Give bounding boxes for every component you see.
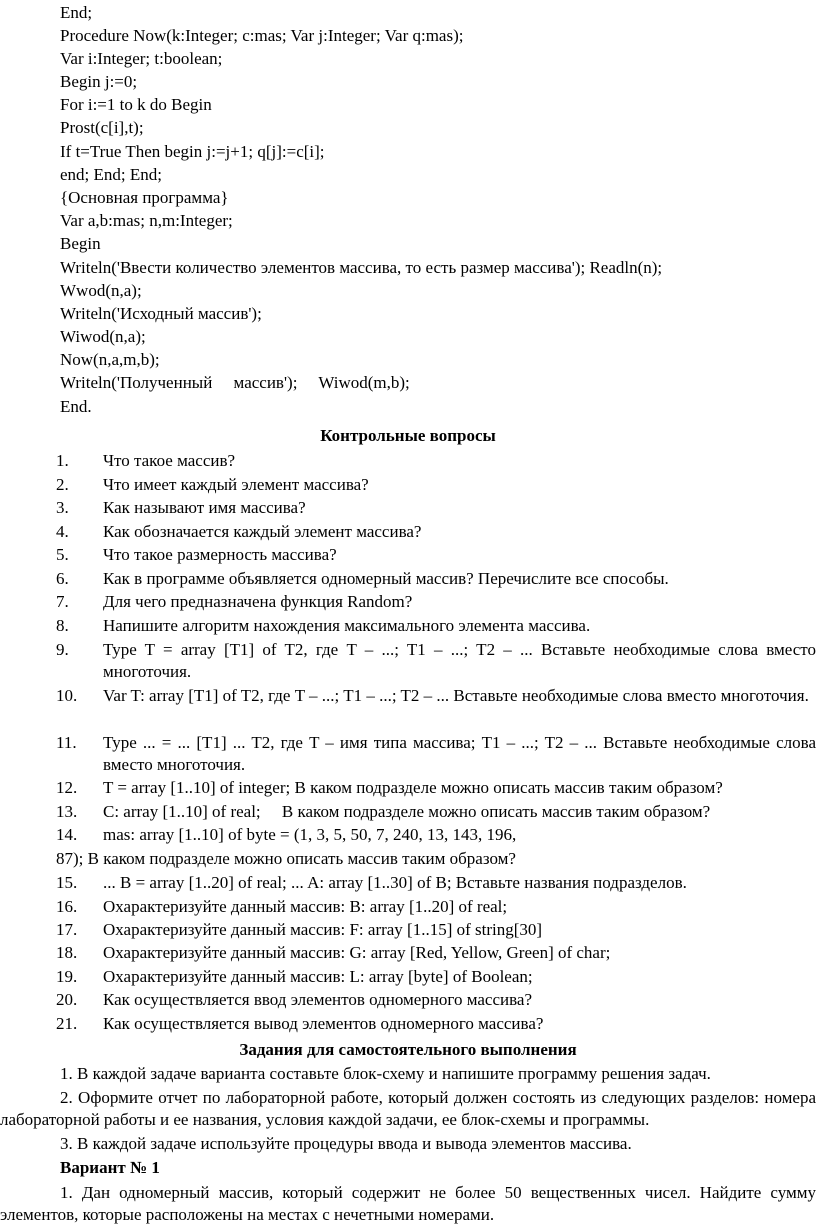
code-line: For i:=1 to k do Begin xyxy=(60,95,212,114)
code-line: Var a,b:mas; n,m:Integer; xyxy=(60,211,233,230)
list-item: 14. mas: array [1..10] of byte = (1, 3, 5, 50, 7, 240, 13, 143, 196, xyxy=(56,825,517,844)
code-line: Prost(c[i],t); xyxy=(60,118,144,137)
task-paragraph: 2. Оформите отчет по лабораторной работе, который должен состоять из следующих разделов: номера лабораторной работы и ее названия, условия каждой задачи, ее блок-схемы и программы. xyxy=(0,1088,816,1129)
list-item: 17. Охарактеризуйте данный массив: F: array [1..15] of string[30] xyxy=(56,920,543,939)
code-line: End. xyxy=(60,397,92,416)
code-line: Begin j:=0; xyxy=(60,72,138,91)
code-line: Procedure Now(k:Integer; c:mas; Var j:Integer; Var q:mas); xyxy=(60,26,464,45)
code-line: Begin xyxy=(60,234,101,253)
list-item: 13. C: array [1..10] of real; В каком подразделе можно описать массив таким образом? xyxy=(56,802,711,821)
list-item: 20. Как осуществляется ввод элементов одномерного массива? xyxy=(56,990,533,1009)
list-item: 2. Что имеет каждый элемент массива? xyxy=(56,475,369,494)
list-item: 10. Var T: array [T1] of T2, где T – ...; T1 – ...; T2 – ... Вставьте необходимые слова вместо многоточия. xyxy=(56,686,809,705)
code-line: If t=True Then begin j:=j+1; q[j]:=c[i]; xyxy=(60,142,325,161)
list-item: 5. Что такое размерность массива? xyxy=(56,545,337,564)
questions-heading: Контрольные вопросы xyxy=(320,426,496,445)
list-item: 15. ... B = array [1..20] of real; ... A: array [1..30] of B; Вставьте названия подразделов. xyxy=(56,873,687,892)
code-line: Var i:Integer; t:boolean; xyxy=(60,49,223,68)
list-item-continuation: 87); В каком подразделе можно описать массив таким образом? xyxy=(56,849,516,868)
code-line: {Основная программа} xyxy=(60,188,229,207)
code-line: Writeln('Полученный массив'); Wiwod(m,b); xyxy=(60,373,410,392)
list-item: 4. Как обозначается каждый элемент массива? xyxy=(56,522,422,541)
list-item: 9. Type T = array [T1] of T2, где T – ...; T1 – ...; T2 – ... Вставьте необходимые слова вместо многоточия. xyxy=(56,640,816,681)
code-line: Wwod(n,a); xyxy=(60,281,142,300)
list-item: 6. Как в программе объявляется одномерный массив? Перечислите все способы. xyxy=(56,569,669,588)
variant-title: Вариант № 1 xyxy=(60,1158,160,1177)
task-paragraph: 3. В каждой задаче используйте процедуры ввода и вывода элементов массива. xyxy=(60,1134,632,1153)
list-item: 12. T = array [1..10] of integer; В каком подразделе можно описать массив таким образом? xyxy=(56,778,723,797)
variant-item: 1. Дан одномерный массив, который содержит не более 50 вещественных чисел. Найдите сумму элементов, которые расположены на местах с нечетными номерами. xyxy=(0,1183,816,1224)
list-item: 21. Как осуществляется вывод элементов одномерного массива? xyxy=(56,1014,544,1033)
list-item: 11. Type ... = ... [T1] ... T2, где T – имя типа массива; T1 – ...; T2 – ... Вставьте необходимые слова вместо многоточия. xyxy=(56,733,816,774)
list-item: 3. Как называют имя массива? xyxy=(56,498,306,517)
list-item: 7. Для чего предназначена функция Random? xyxy=(56,592,413,611)
code-line: end; End; End; xyxy=(60,165,162,184)
list-item: 1. Что такое массив? xyxy=(56,451,236,470)
tasks-heading: Задания для самостоятельного выполнения xyxy=(239,1040,577,1059)
list-item: 8. Напишите алгоритм нахождения максимального элемента массива. xyxy=(56,616,591,635)
code-line: Wiwod(n,a); xyxy=(60,327,146,346)
list-item: 18. Охарактеризуйте данный массив: G: array [Red, Yellow, Green] of char; xyxy=(56,943,611,962)
code-line: Writeln('Исходный массив'); xyxy=(60,304,262,323)
list-item: 19. Охарактеризуйте данный массив: L: array [byte] of Boolean; xyxy=(56,967,533,986)
code-line: Now(n,a,m,b); xyxy=(60,350,160,369)
task-paragraph: 1. В каждой задаче варианта составьте блок-схему и напишите программу решения задач. xyxy=(60,1064,711,1083)
code-line: Writeln('Ввести количество элементов массива, то есть размер массива'); Readln(n); xyxy=(60,258,663,277)
list-item: 16. Охарактеризуйте данный массив: B: array [1..20] of real; xyxy=(56,897,508,916)
code-line: End; xyxy=(60,3,93,22)
